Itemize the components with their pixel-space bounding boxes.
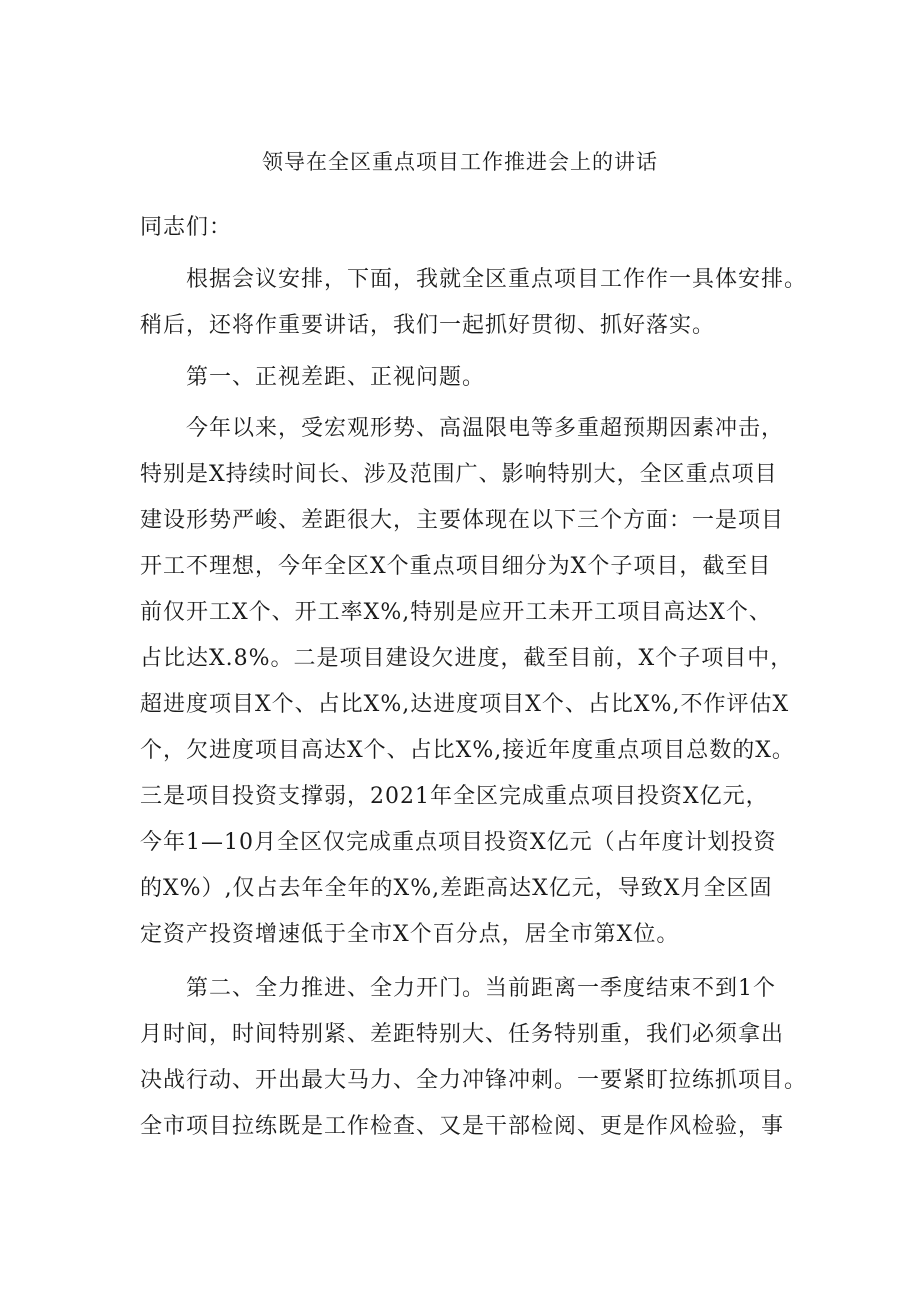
paragraph-line: 决战行动、开出最大马力、全力冲锋冲刺。一要紧盯拉练抓项目。 <box>140 1068 808 1093</box>
paragraph-line: 根据会议安排，下面，我就全区重点项目工作作一具体安排。 <box>186 267 808 292</box>
paragraph-line: 超进度项目X个、占比X%,达进度项目X个、占比X%,不作评估X <box>140 692 790 717</box>
paragraph-line: 建设形势严峻、差距很大，主要体现在以下三个方面：一是项目 <box>140 508 785 533</box>
paragraph-line: 今年1—10月全区仅完成重点项目投资X亿元（占年度计划投资 <box>140 830 777 855</box>
paragraph-line: 今年以来，受宏观形势、高温限电等多重超预期因素冲击， <box>186 416 785 441</box>
paragraph-line: 的X%）,仅占去年全年的X%,差距高达X亿元，导致X月全区固 <box>140 876 773 901</box>
paragraph-line: 三是项目投资支撑弱，2021年全区完成重点项目投资X亿元， <box>140 784 769 809</box>
section-heading: 第二、全力推进、全力开门。当前距离一季度结束不到1个 <box>186 976 776 1001</box>
paragraph-line: 前仅开工X个、开工率X%,特别是应开工未开工项目高达X个、 <box>140 600 772 625</box>
paragraph-line: 稍后，还将作重要讲话，我们一起抓好贯彻、抓好落实。 <box>140 313 716 338</box>
salutation: 同志们： <box>140 215 233 240</box>
section-heading: 第一、正视差距、正视问题。 <box>186 365 486 390</box>
paragraph-line: 月时间，时间特别紧、差距特别大、任务特别重，我们必须拿出 <box>140 1022 785 1047</box>
paragraph-line: 个，欠进度项目高达X个、占比X%,接近年度重点项目总数的X。 <box>140 738 795 763</box>
paragraph-line: 定资产投资增速低于全市X个百分点，居全市第X位。 <box>140 922 680 947</box>
paragraph-line: 特别是X持续时间长、涉及范围广、影响特别大，全区重点项目 <box>140 462 778 487</box>
paragraph-line: 全市项目拉练既是工作检查、又是干部检阅、更是作风检验，事 <box>140 1114 785 1139</box>
document-title: 领导在全区重点项目工作推进会上的讲话 <box>262 150 658 174</box>
paragraph-line: 占比达X.8%。二是项目建设欠进度，截至目前，X个子项目中， <box>140 646 794 671</box>
paragraph-line: 开工不理想，今年全区X个重点项目细分为X个子项目，截至目 <box>140 554 772 579</box>
